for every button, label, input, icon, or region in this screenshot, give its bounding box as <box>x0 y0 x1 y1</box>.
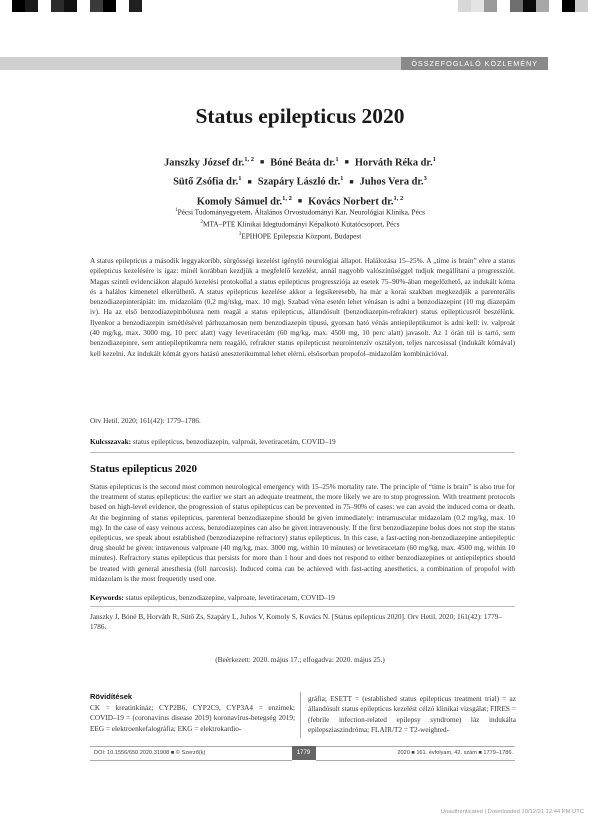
affiliations <box>0 206 600 242</box>
author-affiliation-marker: 1 <box>335 156 339 163</box>
author-separator: ■ <box>349 177 354 186</box>
affiliation-item <box>0 230 600 242</box>
author-affiliation-marker: 1, 2 <box>244 156 254 163</box>
calibration-left-swatch <box>38 0 51 12</box>
calibration-left-swatch <box>77 0 90 12</box>
keywords-en-text: status epilepticus, benzodiazepine, valproate, levetiracetam, COVID–19 <box>125 594 335 602</box>
author-separator: ■ <box>344 158 349 167</box>
citation-english: Janszky J, Bóné B, Horváth R, Sütő Zs, Szapáry L, Juhos V, Komoly S, Kovács N. [Status epilepticus 2020]. Orv Hetil. 2020; 161(42): 1779–1786. <box>90 613 502 632</box>
author-affiliation-marker: 1 <box>238 175 242 183</box>
footer-issue: 2020 ■ 161. évfolyam, 42. szám ■ 1779–1786. <box>316 746 516 761</box>
author-separator: ■ <box>259 158 265 167</box>
author-line-2 <box>0 171 600 190</box>
author-affiliation-marker: 1 <box>340 175 344 183</box>
calibration-right-swatch <box>510 0 523 12</box>
calibration-left-swatch <box>25 0 38 12</box>
author-separator: ■ <box>297 197 303 206</box>
download-watermark: Unauthenticated | Downloaded 10/12/21 12:44 PM UTC <box>440 809 584 815</box>
footer-separator: ■ <box>170 749 176 756</box>
abstract-english: Status epilepticus is the second most common neurological emergency with 15–25% mortality rate. The principle of “time is brain” is also true for the treatment of status epilepticus: the earlier we start an adequate treatment, the more likely we are to stop progression. With treatment protocols based on high-level evidence, the progression of status epilepticus can be prevented in 75–90% of cases: we can avoid the induced coma or death. At the beginning of status epilepticus, parenteral benzodiazepine should be given immediately: intramuscular midazolam (0.2 mg/kg, max. 10 mg). In the case of easy veinous access, benzodiazepines can also be given intravenously. If the first benzodiazepine bolus does not stop the status epilepticus, we speak about established (benzodiazepine refractory) status epilepticus. In this case, a fast-acting non-benzodiazepine antiepileptic drug should be given: intravenous valproate (40 mg/kg, max. 3000 mg, within 10 minutes) or levetiracetam (60 mg/kg, max. 4500 mg, within 10 minutes). Refractory status epilepticus that persists for more than 1 hour and does not respond to either benzodiazepines or antiepileptics should be treated with general anesthesia (full narcosis). Induced coma can be achieved with fast-acting anesthetics, a combination of propofol with midazolam is the most frequently used one. <box>90 483 515 583</box>
calibration-left-swatch <box>103 0 116 12</box>
author-name: Kovács Norbert dr. <box>308 196 394 208</box>
calibration-left-swatch <box>64 0 77 12</box>
author-name: Horváth Réka dr. <box>354 157 433 169</box>
calibration-strip-right <box>458 0 588 12</box>
abbreviations-left-column: CK = kreatinkináz; CYP2B6, CYP2C9, CYP3A4 = enzimek; COVID–19 = (coronavirus disease 2019) koronavírus-betegség 2019; EEG = elektroenkefalográfia; EKG = elektrokardio- <box>90 704 295 733</box>
calibration-right-swatch <box>523 0 536 12</box>
english-title: Status epilepticus 2020 <box>90 463 197 475</box>
abstract-hungarian: A status epilepticus a második leggyakoribb, sürgősségi kezelést igénylő neurológiai állapot. Halálozása 15–25%. A „time is brain” elve a status epilepticus kezelésére is igaz: minél korábban kezdjük a megfelelő kezelést, annál nagyobb valószínűséggel tudjuk megállítani a progressziót. Magas szintű evidenciákon alapuló kezelési protokollal a status epilepticus progressziója az esetek 75–90%-ában megelőzhető, az indukált kóma és a halálos kimenetel elkerülhető. A status epilepticus kezelése akkor a legsikeresebb, ha már a korai szakban megkezdjük a parenterális benzodiazepinterápiát: im. midazolám (0,2 mg/tskg, max. 10 mg). Szabad véna esetén lehet vénásan is adni a benzodiazepint (10 mg diazepám iv). Ha az első benzodiazepinbólusra nem reagál a status epilepticus, állandósult (benzodiazepin-refrakter) status epilepticusról beszélünk. Ilyenkor a benzodiazepin ismétlésével párhuzamosan nem benzodiazepin típusú, gyorsan ható vénás antiepileptikumot is adni kell: iv. valproát (40 mg/kg, max. 3000 mg, 10 perc alatt) vagy levetiracetám (60 mg/kg, max. 4500 mg, 10 perc alatt) javasolt. Az 1 órán túl is tartó, sem benzodiazepinre, sem antiepileptikumra nem reagáló, refrakter status epilepticust neurointenzív osztályon, teljes narcosissal (indukált kómával) kell kezelni. Az indukált kómát gyors hatású anesztetikummal lehet elérni, elsősorban propofol–midazolám kombinációval. <box>90 257 515 358</box>
received-accepted-dates: (Beérkezett: 2020. május 17.; elfogadva: 2020. május 25.) <box>215 655 385 664</box>
divider <box>90 452 515 453</box>
author-affiliation-marker: 1 <box>432 156 436 163</box>
article-title: Status epilepticus 2020 <box>195 104 405 128</box>
calibration-left-swatch <box>12 0 25 12</box>
keywords-english <box>90 593 515 603</box>
section-label: ÖSSZEFOGLALÓ KÖZLEMÉNY <box>401 57 548 70</box>
footer-doi <box>90 746 292 761</box>
column-divider <box>300 692 301 738</box>
author-name: Komoly Sámuel dr. <box>196 196 283 208</box>
calibration-right-swatch <box>536 0 549 12</box>
author-line-1 <box>0 152 600 171</box>
calibration-left-swatch <box>90 0 103 12</box>
divider <box>90 606 515 607</box>
author-affiliation-marker: 3 <box>423 175 427 183</box>
calibration-right-swatch <box>497 0 510 12</box>
affiliation-item <box>0 218 600 230</box>
calibration-right-swatch <box>549 0 562 12</box>
keywords-en-label: Keywords: <box>90 594 124 602</box>
author-separator: ■ <box>247 177 252 186</box>
page-number: 1779 <box>292 746 316 760</box>
calibration-left-swatch <box>129 0 142 12</box>
author-name: Janszky József dr. <box>164 157 245 169</box>
doi-text: DOI: 10.1556/650.2020.31908 <box>94 749 170 756</box>
author-name: Bóné Beáta dr. <box>270 157 336 169</box>
affiliation-marker: 1 <box>175 208 178 213</box>
calibration-left-swatch <box>116 0 129 12</box>
calibration-left-swatch <box>51 0 64 12</box>
author-list <box>0 152 600 210</box>
abbreviations-heading: Rövidítések <box>90 692 133 701</box>
affiliation-marker: 2 <box>200 219 204 225</box>
author-name: Sütő Zsófia dr. <box>173 176 239 188</box>
author-affiliation-marker: 1, 2 <box>393 194 404 202</box>
keywords-label: Kulcsszavak: <box>90 438 132 446</box>
calibration-right-swatch <box>471 0 484 12</box>
page-footer <box>90 746 515 760</box>
affiliation-text: MTA–PTE Klinikai Idegtudományi Képalkotó Kutatócsoport, Pécs <box>203 219 400 229</box>
affiliation-item <box>0 206 600 218</box>
calibration-right-swatch <box>484 0 497 12</box>
keywords-hungarian <box>90 437 515 447</box>
calibration-right-swatch <box>575 0 588 12</box>
affiliation-text: Pécsi Tudományegyetem, Általános Orvostudományi Kar, Neurológiai Klinika, Pécs <box>177 207 425 217</box>
calibration-right-swatch <box>562 0 575 12</box>
publisher-text: © Szerző(k) <box>175 749 206 756</box>
author-name: Juhos Vera dr. <box>359 176 424 188</box>
abbreviations-right-column: gráfia; ESETT = (established status epilepticus treatment trial) = az állandósult status epilepticus kezelést célzó klinikai vizsgálat; FIRES = (febrile infection-related epilepsy syndrome) láz indukálta epilepsziaszindróma; FLAIR/T2 = T2-weighted- <box>308 695 516 734</box>
calibration-strip-left <box>12 0 142 12</box>
author-affiliation-marker: 1, 2 <box>282 194 292 202</box>
citation-hungarian: Orv Hetil. 2020; 161(42): 1779–1786. <box>90 417 201 425</box>
keywords-text: status epilepticus, benzodiazepin, valproát, levetiracetám, COVID–19 <box>132 438 336 446</box>
affiliation-text: EPIHOPE Epilepszia Központ, Budapest <box>241 231 362 241</box>
calibration-right-swatch <box>458 0 471 12</box>
author-name: Szapáry László dr. <box>257 176 341 188</box>
affiliation-marker: 3 <box>238 231 242 237</box>
section-header-bar <box>0 57 600 70</box>
